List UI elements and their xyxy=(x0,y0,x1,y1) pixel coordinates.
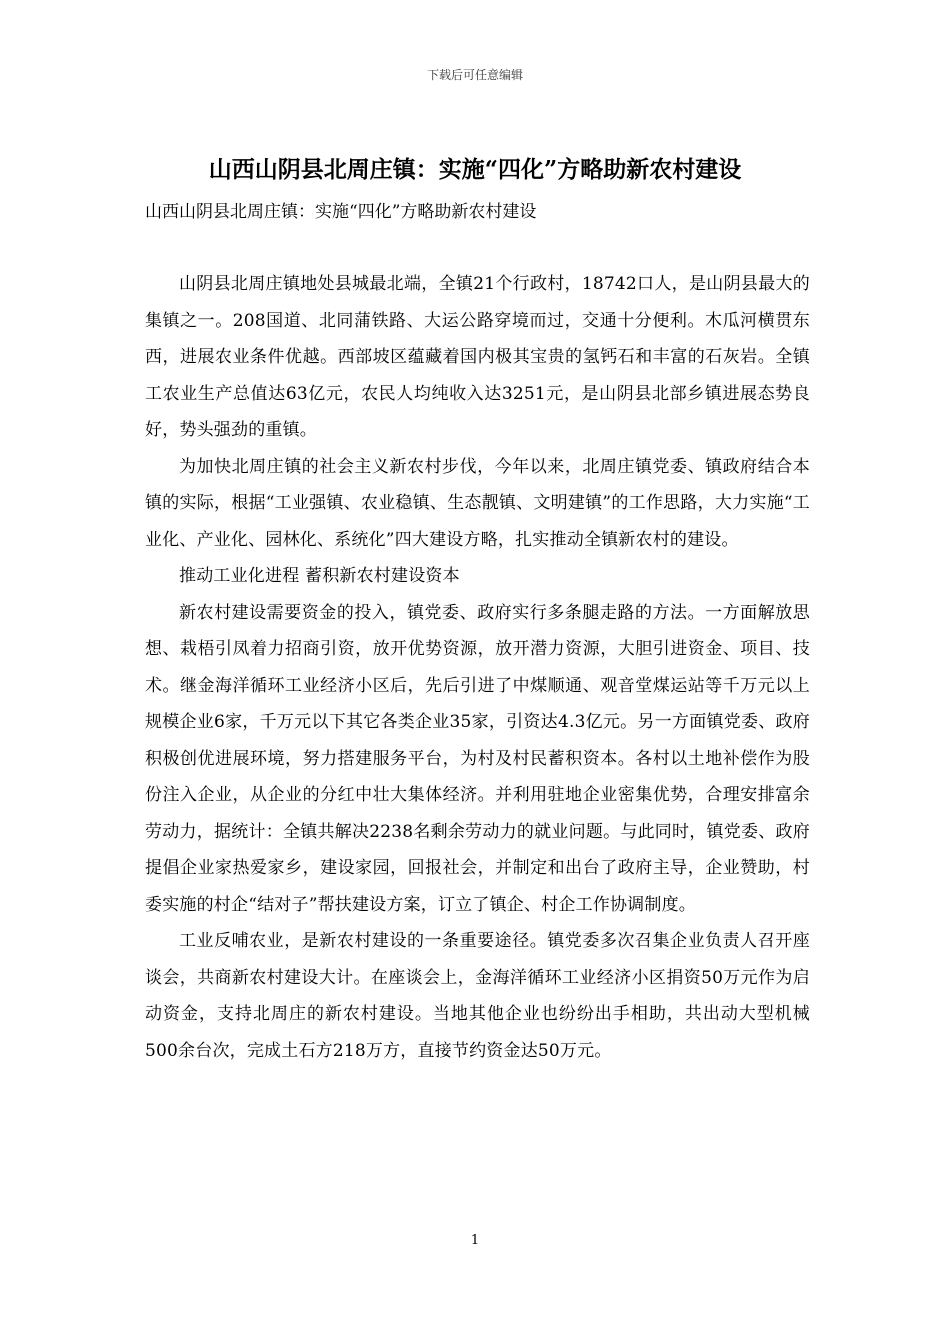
paragraph-investment: 新农村建设需要资金的投入，镇党委、政府实行多条腿走路的方法。一方面解放思想、栽梧引凤着力招商引资，放开优势资源，放开潜力资源，大胆引进资金、项目、技术。继金海洋循环工业经济小区后，先后引进了中煤顺通、观音堂煤运站等千万元以上规模企业6家，千万元以下其它各类企业35家，引资达4.3亿元。另一方面镇党委、政府积极创优进展环境，努力搭建服务平台，为村及村民蓄积资本。各村以土地补偿作为股份注入企业，从企业的分红中壮大集体经济。并利用驻地企业密集优势，合理安排富余劳动力，据统计：全镇共解决2238名剩余劳动力的就业问题。与此同时，镇党委、政府提倡企业家热爱家乡，建设家园，回报社会，并制定和出台了政府主导，企业赞助，村委实施的村企“结对子”帮扶建设方案，订立了镇企、村企工作协调制度。 xyxy=(145,602,810,915)
document-title: 山西山阴县北周庄镇：实施“四化”方略助新农村建设 xyxy=(208,156,742,183)
document-body xyxy=(145,266,810,1069)
section-heading-industrialization: 推动工业化进程 蓄积新农村建设资本 xyxy=(179,566,460,586)
paragraph-intro: 山阴县北周庄镇地处县城最北端，全镇21个行政村，18742口人，是山阴县最大的集镇之一。208国道、北同蒲铁路、大运公路穿境而过，交通十分便利。木瓜河横贯东西，进展农业条件优越。西部坡区蕴藏着国内极其宝贵的氢钙石和丰富的石灰岩。全镇工农业生产总值达63亿元，农民人均纯收入达3251元，是山阴县北部乡镇进展态势良好，势头强劲的重镇。 xyxy=(145,274,810,440)
document-subtitle: 山西山阴县北周庄镇：实施“四化”方略助新农村建设 xyxy=(145,202,537,222)
page-number: 1 xyxy=(470,1233,480,1248)
header-note: 下载后可任意编辑 xyxy=(426,68,523,82)
paragraph-industry-feedback: 工业反哺农业，是新农村建设的一条重要途径。镇党委多次召集企业负责人召开座谈会，共商新农村建设大计。在座谈会上，金海洋循环工业经济小区捐资50万元作为启动资金，支持北周庄的新农村建设。当地其他企业也纷纷出手相助，共出动大型机械500余台次，完成土石方218万方，直接节约资金达50万元。 xyxy=(145,931,810,1061)
paragraph-strategy: 为加快北周庄镇的社会主义新农村步伐，今年以来，北周庄镇党委、镇政府结合本镇的实际，根据“工业强镇、农业稳镇、生态靓镇、文明建镇”的工作思路，大力实施“工业化、产业化、园林化、系统化”四大建设方略，扎实推动全镇新农村的建设。 xyxy=(145,456,810,550)
